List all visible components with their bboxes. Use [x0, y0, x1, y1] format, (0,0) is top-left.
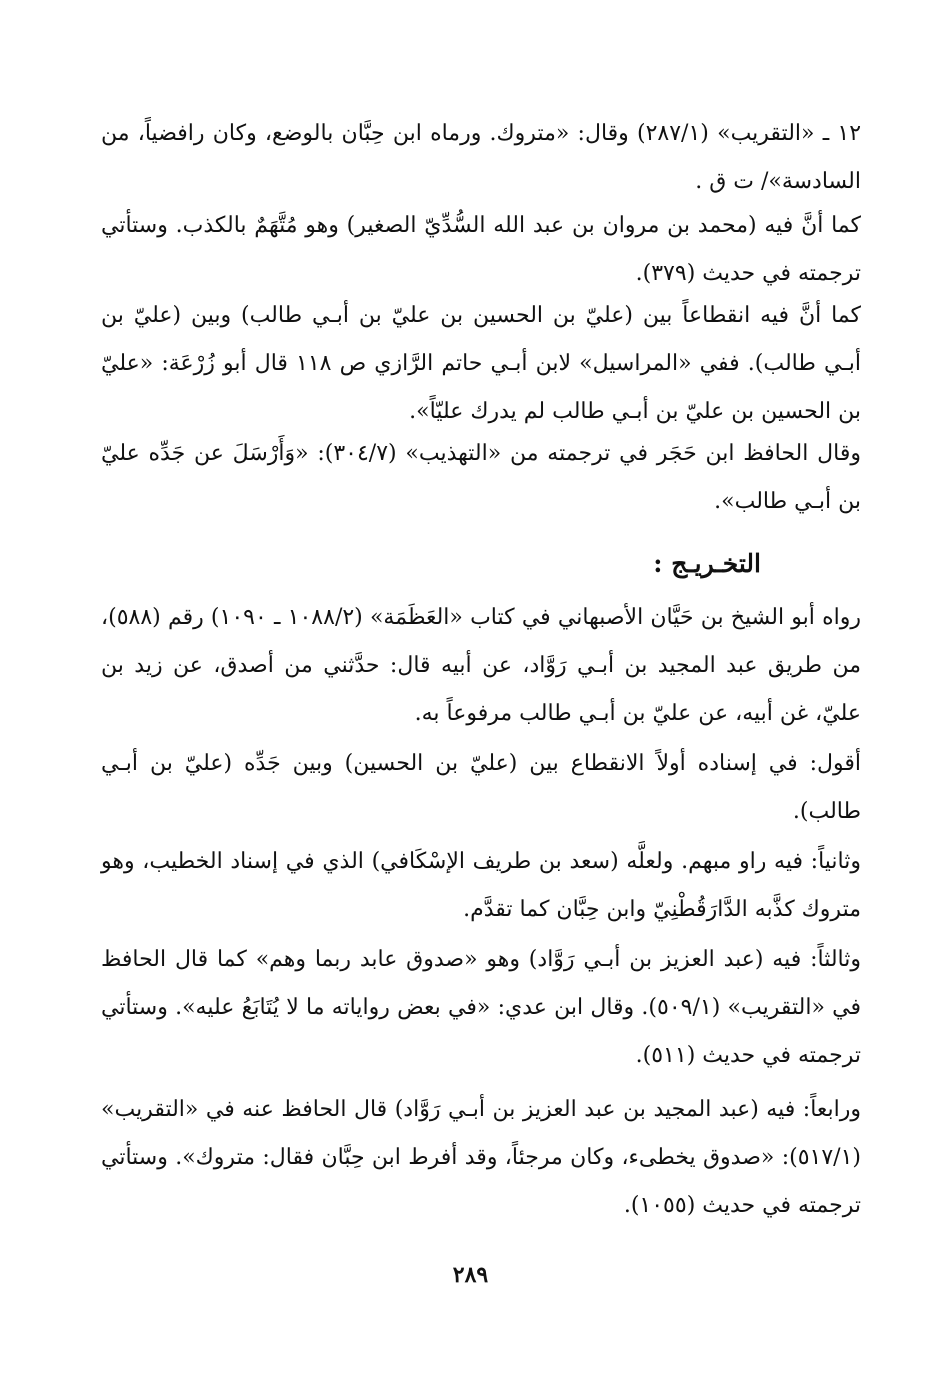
- body-paragraph: وقال الحافظ ابن حَجَر في ترجمته من «التهذيب» (٣٠٤/٧): «وَأَرْسَلَ عن جَدِّه عليّ بن أبـي طالب».: [101, 441, 861, 514]
- body-paragraph: كما أنَّ فيه انقطاعاً بين (عليّ بن الحسين بن عليّ بن أبـي طالب) وبين (عليّ بن أبـي طالب). ففي «المراسيل» لابن أبـي حاتم الرَّازي ص ١١٨ قال أبو زُرْعَة: «عليّ بن الحسين بن عليّ بن أبـي طالب لم يدرك عليّاً».: [101, 303, 861, 424]
- footnote-paragraph: ١٢ ـ «التقريب» (٢٨٧/١) وقال: «متروك. ورماه ابن حِبَّان بالوضع، وكان رافضياً، من السادسة»/ ت ق .: [101, 121, 862, 194]
- body-paragraph: كما أنَّ فيه (محمد بن مروان بن عبد الله السُّدِّيّ الصغير) وهو مُتَّهَمٌ بالكذب. وستأتي ترجمته في حديث (٣٧٩).: [101, 213, 861, 286]
- page-number: ٢٨٩: [452, 1262, 489, 1288]
- body-paragraph: وثانياً: فيه راو مبهم. ولعلَّه (سعد بن طريف الإسْكَافي) الذي في إسناد الخطيب، وهو متروك كذَّبه الدَّارَقُطْنِيّ وابن حِبَّان كما تقدَّم.: [101, 849, 861, 922]
- section-heading: التخـريـج :: [653, 549, 761, 578]
- body-paragraph: وثالثاً: فيه (عبد العزيز بن أبـي رَوَّاد) وهو «صدوق عابد ربما وهم» كما قال الحافظ في «التقريب» (٥٠٩/١). وقال ابن عدي: «في بعض رواياته ما لا يُتَابَعُ عليه». وستأتي ترجمته في حديث (٥١١).: [101, 947, 862, 1068]
- body-paragraph: ورابعاً: فيه (عبد المجيد بن عبد العزيز بن أبـي رَوَّاد) قال الحافظ عنه في «التقريب» (٥١٧/١): «صدوق يخطىء، وكان مرجئاً، وقد أفرط ابن حِبَّان فقال: متروك». وستأتي ترجمته في حديث (١٠٥٥).: [101, 1097, 861, 1218]
- body-paragraph: أقول: في إسناده أولاً الانقطاع بين (عليّ بن الحسين) وبين جَدِّه (عليّ بن أبـي طالب).: [101, 751, 861, 824]
- body-paragraph: رواه أبو الشيخ بن حَيَّان الأصبهاني في كتاب «العَظَمَة» (١٠٨٨/٢ ـ ١٠٩٠) رقم (٥٨٨)، من طريق عبد المجيد بن أبـي رَوَّاد، عن أبيه قال: حدَّثني من أصدق، عن زيد بن عليّ، غن أبيه، عن عليّ بن أبـي طالب مرفوعاً به.: [101, 605, 861, 726]
